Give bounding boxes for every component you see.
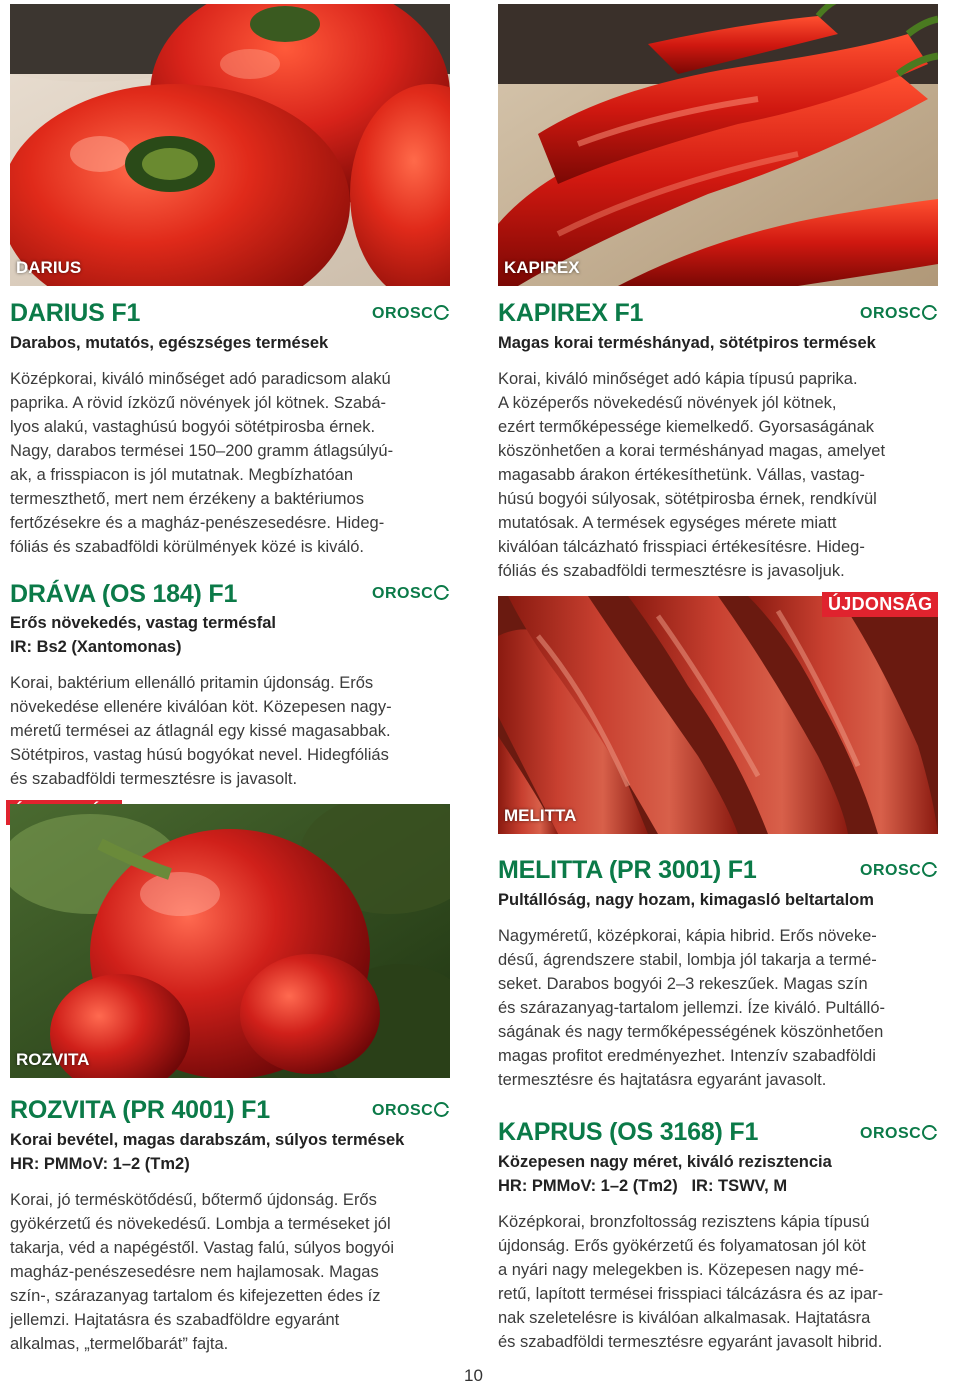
kaprus-description-line: retű, lapított termései frisspiaci tálcázásra és az ipar- [498, 1285, 884, 1303]
melitta-description-line: seket. Darabos bogyói 2–3 rekeszűek. Magas szín [498, 975, 868, 993]
drava-description-line: Sötétpiros, vastag húsú bogyókat nevel. Hidegfóliás [10, 746, 389, 764]
melitta-new-badge: ÚJDONSÁG [822, 592, 938, 617]
kaprus-description-line: újdonság. Erős gyökérzetű és folyamatosan jól köt [498, 1237, 866, 1255]
kapirex-subtitle-line: Magas korai terméshányad, sötétpiros termések [498, 334, 876, 352]
orosco-o-icon [922, 1125, 937, 1140]
rozvita-subtitle [10, 1128, 404, 1176]
page-number: 10 [464, 1366, 483, 1385]
darius-description-line: termeszthető, mert nem érzékeny a baktériumos [10, 490, 364, 508]
darius-description-line: Középkorai, kiváló minőséget adó paradicsom alakú [10, 370, 391, 388]
kapirex-brand-text: OROSC [860, 305, 922, 322]
kapirex-photo-label: KAPIREX [504, 258, 580, 277]
kaprus-description-line: Középkorai, bronzfoltosság rezisztens kápia típusú [498, 1213, 870, 1231]
darius-title: DARIUS F1 [10, 299, 141, 327]
kapirex-photo [498, 4, 938, 286]
kapirex-brand-logo [860, 305, 937, 323]
kapirex-description-line: mutatósak. A termések egységes mérete miatt [498, 514, 837, 532]
kaprus-description-line: nak szeletelésre is kiválóan alkalmasak. Hajtatásra [498, 1309, 871, 1327]
melitta-brand-text: OROSC [860, 862, 922, 879]
drava-description-line: méretű termései az átlagnál egy kissé magasabbak. [10, 722, 391, 740]
darius-brand-logo [372, 305, 449, 323]
kapirex-description [498, 367, 885, 583]
orosco-o-icon [922, 305, 937, 320]
melitta-description-line: Nagyméretű, középkorai, kápia hibrid. Erős növeke- [498, 927, 877, 945]
orosco-o-icon [434, 585, 449, 600]
drava-subtitle [10, 611, 276, 659]
drava-resistance-line: IR: Bs2 (Xantomonas) [10, 638, 182, 656]
melitta-description-line: désű, ágrendszere stabil, lombja jól takarja a termé- [498, 951, 877, 969]
melitta-description-line: és szárazanyag-tartalom jellemzi. Íze kiváló. Pultálló- [498, 999, 885, 1017]
kapirex-description-line: Korai, kiváló minőséget adó kápia típusú paprika. [498, 370, 858, 388]
melitta-brand-logo [860, 862, 937, 880]
orosco-o-icon [434, 1102, 449, 1117]
darius-pepper-image [10, 4, 450, 286]
rozvita-pepper-image [10, 804, 450, 1078]
kapirex-description-line: fóliás és szabadföldi termesztésre is javasoljuk. [498, 562, 845, 580]
melitta-description-line: termesztésre és hajtatásra egyaránt javasolt. [498, 1071, 827, 1089]
kapirex-description-line: húsú bogyói súlyosak, sötétpirosba érnek, rendkívül [498, 490, 877, 508]
kaprus-resistance-line: HR: PMMoV: 1–2 (Tm2) IR: TSWV, M [498, 1177, 788, 1195]
melitta-description-line: ságának és nagy termőképességének köszönhetően [498, 1023, 884, 1041]
kaprus-brand-logo [860, 1125, 937, 1143]
rozvita-description-line: Korai, jó terméskötődésű, bőtermő újdonság. Erős [10, 1191, 377, 1209]
kapirex-pepper-image [498, 4, 938, 286]
kaprus-description [498, 1210, 883, 1354]
kaprus-description-line: és szabadföldi termesztésre egyaránt javasolt hibrid. [498, 1333, 883, 1351]
drava-description [10, 671, 392, 791]
drava-subtitle-line: Erős növekedés, vastag termésfal [10, 614, 276, 632]
rozvita-brand-logo [372, 1102, 449, 1120]
rozvita-title: ROZVITA (PR 4001) F1 [10, 1096, 270, 1124]
kaprus-brand-text: OROSC [860, 1125, 922, 1142]
rozvita-resistance-line: HR: PMMoV: 1–2 (Tm2) [10, 1155, 190, 1173]
drava-description-line: növekedése ellenére kiválóan köt. Közepesen nagy- [10, 698, 392, 716]
rozvita-description-line: gyökérzetű és növekedésű. Lombja a terméseket jól [10, 1215, 391, 1233]
rozvita-brand-text: OROSC [372, 1102, 434, 1119]
melitta-description [498, 924, 885, 1092]
rozvita-photo [10, 804, 450, 1078]
darius-description-line: Nagy, darabos termései 150–200 gramm átlagsúlyú- [10, 442, 394, 460]
drava-brand-logo [372, 585, 449, 603]
darius-photo-label: DARIUS [16, 258, 82, 277]
darius-description-line: fóliás és szabadföldi körülmények közé is kiváló. [10, 538, 365, 556]
kaprus-title: KAPRUS (OS 3168) F1 [498, 1118, 759, 1146]
rozvita-subtitle-line: Korai bevétel, magas darabszám, súlyos termések [10, 1131, 405, 1149]
melitta-pepper-image [498, 596, 938, 834]
orosco-o-icon [434, 305, 449, 320]
kaprus-subtitle-line: Közepesen nagy méret, kiváló rezisztencia [498, 1153, 832, 1171]
darius-description-line: ak, a frisspiacon is jól mutatnak. Megbízhatóan [10, 466, 354, 484]
kapirex-description-line: köszönhetően a korai terméshányad magas, amelyet [498, 442, 886, 460]
drava-brand-text: OROSC [372, 585, 434, 602]
darius-description-line: lyos alakú, vastaghúsú bogyói sötétpirosba érnek. [10, 418, 376, 436]
orosco-o-icon [922, 862, 937, 877]
melitta-title: MELITTA (PR 3001) F1 [498, 856, 757, 884]
darius-photo [10, 4, 450, 286]
melitta-description-line: magas profitot eredményezhet. Intenzív szabadföldi [498, 1047, 876, 1065]
drava-description-line: Korai, baktérium ellenálló pritamin újdonság. Erős [10, 674, 374, 692]
melitta-subtitle [498, 888, 874, 912]
kapirex-description-line: A középerős növekedésű növények jól kötnek, [498, 394, 837, 412]
kapirex-description-line: magasabb árakon értékesíthetünk. Vállas, vastag- [498, 466, 865, 484]
rozvita-description [10, 1188, 394, 1356]
kapirex-description-line: kiválóan tálcázható frisspiaci értékesítésre. Hideg- [498, 538, 865, 556]
rozvita-description-line: szín-, szárazanyag tartalom és kifejezetten édes íz [10, 1287, 381, 1305]
kapirex-subtitle [498, 331, 876, 355]
melitta-subtitle-line: Pultállóság, nagy hozam, kimagasló beltartalom [498, 891, 874, 909]
darius-description-line: paprika. A rövid ízközű növények jól kötnek. Szabá- [10, 394, 387, 412]
melitta-photo-label: MELITTA [504, 806, 577, 825]
kapirex-title: KAPIREX F1 [498, 299, 644, 327]
drava-title: DRÁVA (OS 184) F1 [10, 580, 238, 608]
darius-description-line: fertőzésekre és a magház-penészesedésre. Hideg- [10, 514, 385, 532]
darius-description [10, 367, 393, 559]
rozvita-description-line: magház-penészesedésre nem hajlamosak. Magas [10, 1263, 379, 1281]
melitta-photo [498, 596, 938, 834]
darius-subtitle-line: Darabos, mutatós, egészséges termések [10, 334, 329, 352]
rozvita-description-line: takarja, véd a napégéstől. Vastag falú, súlyos bogyói [10, 1239, 395, 1257]
rozvita-photo-label: ROZVITA [16, 1050, 90, 1069]
drava-description-line: és szabadföldi termesztésre is javasolt. [10, 770, 298, 788]
rozvita-description-line: alkalmas, „termelőbarát” fajta. [10, 1335, 229, 1353]
kaprus-description-line: a nyári nagy melegekben is. Közepesen nagy mé- [498, 1261, 864, 1279]
kapirex-description-line: ezért termőképessége kiemelkedő. Gyorsaságának [498, 418, 875, 436]
rozvita-description-line: jellemzi. Hajtatásra és szabadföldre egyaránt [10, 1311, 340, 1329]
darius-brand-text: OROSC [372, 305, 434, 322]
darius-subtitle [10, 331, 328, 355]
kaprus-subtitle [498, 1150, 832, 1198]
